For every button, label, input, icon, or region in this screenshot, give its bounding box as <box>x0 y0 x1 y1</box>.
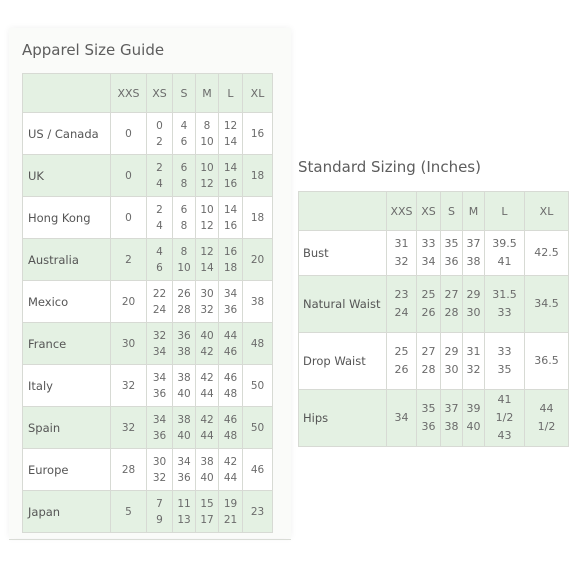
size-value: 2 <box>156 203 163 216</box>
size-value-cell <box>387 231 417 276</box>
size-value: 28 <box>421 363 436 376</box>
table-row <box>23 365 273 407</box>
size-value: 38 <box>177 413 191 426</box>
row-label: Drop Waist <box>299 333 387 390</box>
size-value: 6 <box>156 261 163 274</box>
size-value-cell <box>147 113 173 155</box>
size-header-cell: M <box>463 192 485 231</box>
size-value-cell <box>196 323 219 365</box>
size-value: 38 <box>250 295 265 308</box>
row-label: Hong Kong <box>23 197 111 239</box>
size-value-cell <box>243 281 273 323</box>
size-value: 7 <box>156 497 163 510</box>
size-value-cell <box>219 155 243 197</box>
size-value: 2 <box>156 161 163 174</box>
size-value-cell <box>111 491 147 533</box>
size-header-cell: S <box>441 192 463 231</box>
size-value-cell <box>111 365 147 407</box>
size-value: 34 <box>152 413 167 426</box>
size-value-cell <box>243 239 273 281</box>
size-value-cell <box>417 231 441 276</box>
size-value: 33 <box>497 345 512 358</box>
size-value-cell <box>173 449 196 491</box>
size-value: 2 <box>156 135 163 148</box>
size-value: 12 <box>223 119 238 132</box>
size-value-cell <box>243 155 273 197</box>
size-value: 31 <box>466 345 481 358</box>
size-value-cell <box>463 390 485 447</box>
size-header-cell: XXS <box>111 74 147 113</box>
size-value: 41 <box>497 255 512 268</box>
size-value: 34 <box>223 287 238 300</box>
table-header-row <box>299 192 569 231</box>
size-value: 34 <box>152 371 167 384</box>
size-value: 29 <box>466 288 481 301</box>
size-header-cell: XL <box>525 192 569 231</box>
size-value: 17 <box>200 513 214 526</box>
size-value: 43 <box>497 429 512 442</box>
row-label: Australia <box>23 239 111 281</box>
size-value: 30 <box>444 363 459 376</box>
size-value: 34.5 <box>534 297 559 310</box>
size-value: 18 <box>223 261 238 274</box>
size-value: 36 <box>421 420 436 433</box>
row-label: France <box>23 323 111 365</box>
size-value: 32 <box>121 379 136 392</box>
table-row <box>23 491 273 533</box>
size-value: 19 <box>223 497 238 510</box>
size-value: 44 <box>200 387 214 400</box>
size-value: 30 <box>121 337 136 350</box>
size-value: 31 <box>394 237 409 250</box>
size-value: 4 <box>156 245 163 258</box>
size-value-cell <box>417 333 441 390</box>
size-value: 26 <box>177 287 191 300</box>
size-value: 30 <box>152 455 167 468</box>
size-value: 35 <box>444 237 459 250</box>
size-value: 42 <box>223 455 238 468</box>
size-value-cell <box>441 276 463 333</box>
size-value: 5 <box>125 505 132 518</box>
size-value-cell <box>173 491 196 533</box>
size-value-cell <box>387 276 417 333</box>
size-value: 16 <box>223 219 238 232</box>
size-value: 18 <box>250 211 265 224</box>
size-value: 38 <box>466 255 481 268</box>
size-value-cell <box>196 281 219 323</box>
size-value-cell <box>463 276 485 333</box>
size-value: 11 <box>177 497 191 510</box>
size-value: 32 <box>466 363 481 376</box>
size-value-cell <box>147 239 173 281</box>
size-value: 30 <box>200 287 214 300</box>
size-value: 36 <box>444 255 459 268</box>
size-value-cell <box>196 407 219 449</box>
header-corner-cell <box>299 192 387 231</box>
size-value-cell <box>147 281 173 323</box>
size-value: 46 <box>223 371 238 384</box>
size-value-cell <box>219 365 243 407</box>
size-header-cell: XS <box>147 74 173 113</box>
size-value: 8 <box>203 119 211 132</box>
size-value: 38 <box>177 371 191 384</box>
size-value: 40 <box>200 471 214 484</box>
size-value-cell <box>243 365 273 407</box>
apparel-size-guide-title: Apparel Size Guide <box>22 41 165 59</box>
size-value: 46 <box>223 413 238 426</box>
table-header-row <box>23 74 273 113</box>
table-row <box>23 323 273 365</box>
size-value: 36 <box>177 329 191 342</box>
table-row <box>23 239 273 281</box>
size-value-cell <box>173 239 196 281</box>
size-value-cell <box>111 449 147 491</box>
table-row <box>23 113 273 155</box>
size-value: 20 <box>121 295 136 308</box>
size-value-cell <box>243 491 273 533</box>
size-value: 27 <box>421 345 436 358</box>
size-value: 24 <box>394 306 409 319</box>
size-value: 28 <box>177 303 191 316</box>
size-value: 40 <box>177 429 191 442</box>
size-value: 14 <box>223 135 238 148</box>
size-value-cell <box>417 390 441 447</box>
size-value: 42.5 <box>534 246 559 259</box>
size-value: 30 <box>466 306 481 319</box>
size-value: 40 <box>200 329 214 342</box>
size-value-cell <box>219 197 243 239</box>
size-value-cell <box>417 276 441 333</box>
size-value: 6 <box>180 203 188 216</box>
row-label: Japan <box>23 491 111 533</box>
size-value: 38 <box>177 345 191 358</box>
size-value: 38 <box>444 420 459 433</box>
size-value-cell <box>219 491 243 533</box>
size-value: 33 <box>497 306 512 319</box>
size-value: 12 <box>200 177 214 190</box>
size-value: 14 <box>200 261 214 274</box>
size-value-cell <box>147 365 173 407</box>
size-value: 36 <box>177 471 191 484</box>
size-value: 40 <box>177 387 191 400</box>
size-value-cell <box>196 239 219 281</box>
size-value: 46 <box>223 345 238 358</box>
size-value: 42 <box>200 371 214 384</box>
size-value: 14 <box>223 161 238 174</box>
size-value: 32 <box>394 255 409 268</box>
standard-sizing-title: Standard Sizing (Inches) <box>298 158 481 176</box>
size-value-cell <box>243 197 273 239</box>
row-label: Spain <box>23 407 111 449</box>
size-value-cell <box>111 239 147 281</box>
size-value-cell <box>485 390 525 447</box>
size-value: 10 <box>200 203 214 216</box>
size-value-cell <box>111 113 147 155</box>
size-value-cell <box>196 491 219 533</box>
size-value: 24 <box>152 303 167 316</box>
size-value: 4 <box>156 219 163 232</box>
table-row <box>299 333 569 390</box>
size-value-cell <box>196 197 219 239</box>
size-value-cell <box>173 323 196 365</box>
size-value: 26 <box>394 363 409 376</box>
row-label: Mexico <box>23 281 111 323</box>
size-value: 36 <box>152 387 167 400</box>
size-value: 4 <box>156 177 163 190</box>
size-value: 25 <box>421 288 436 301</box>
size-value: 22 <box>152 287 167 300</box>
size-value: 25 <box>394 345 409 358</box>
size-value-cell <box>485 333 525 390</box>
size-value: 39.5 <box>492 237 517 250</box>
size-value-cell <box>111 281 147 323</box>
table-row <box>23 449 273 491</box>
size-value-cell <box>219 323 243 365</box>
size-value: 20 <box>250 253 265 266</box>
size-value-cell <box>525 276 569 333</box>
size-value: 8 <box>180 177 188 190</box>
size-value: 12 <box>200 245 214 258</box>
size-value: 14 <box>223 203 238 216</box>
size-value: 33 <box>421 237 436 250</box>
size-header-cell: S <box>173 74 196 113</box>
apparel-size-table <box>22 73 273 533</box>
size-value: 15 <box>200 497 214 510</box>
size-value-cell <box>196 449 219 491</box>
size-value: 48 <box>250 337 265 350</box>
size-value: 32 <box>152 329 167 342</box>
size-value: 31.5 <box>492 288 517 301</box>
size-value: 32 <box>152 471 167 484</box>
size-value-cell <box>525 231 569 276</box>
size-value: 32 <box>200 303 214 316</box>
size-value: 29 <box>444 345 459 358</box>
size-value: 9 <box>156 513 163 526</box>
size-value: 0 <box>125 127 132 140</box>
size-value: 8 <box>180 245 188 258</box>
size-value: 42 <box>200 413 214 426</box>
size-value-cell <box>147 197 173 239</box>
size-value-cell <box>173 407 196 449</box>
size-value: 39 <box>466 402 481 415</box>
size-value-cell <box>111 197 147 239</box>
size-value-cell <box>147 449 173 491</box>
size-value-cell <box>463 231 485 276</box>
size-value-cell <box>111 323 147 365</box>
size-value: 32 <box>121 421 136 434</box>
size-value: 37 <box>466 237 481 250</box>
size-value: 1/2 <box>495 411 514 424</box>
size-value: 6 <box>180 135 188 148</box>
size-value: 34 <box>152 345 167 358</box>
size-value: 44 <box>223 471 238 484</box>
size-value-cell <box>173 197 196 239</box>
table-row <box>299 276 569 333</box>
row-label: Hips <box>299 390 387 447</box>
size-value: 0 <box>125 211 132 224</box>
size-value-cell <box>387 390 417 447</box>
row-label: Bust <box>299 231 387 276</box>
size-value: 42 <box>200 345 214 358</box>
size-value: 0 <box>156 119 163 132</box>
size-value-cell <box>111 407 147 449</box>
size-value-cell <box>173 155 196 197</box>
size-value-cell <box>196 365 219 407</box>
size-value-cell <box>441 333 463 390</box>
size-value: 44 <box>223 329 238 342</box>
size-value: 44 <box>200 429 214 442</box>
size-value: 26 <box>421 306 436 319</box>
size-value: 46 <box>250 463 265 476</box>
row-label: Italy <box>23 365 111 407</box>
row-label: UK <box>23 155 111 197</box>
size-value: 4 <box>180 119 188 132</box>
size-value-cell <box>219 281 243 323</box>
size-value-cell <box>243 323 273 365</box>
size-value: 48 <box>223 429 238 442</box>
size-value-cell <box>485 276 525 333</box>
size-value: 13 <box>177 513 191 526</box>
size-value: 36 <box>223 303 238 316</box>
size-value: 10 <box>200 161 214 174</box>
size-value: 34 <box>421 255 436 268</box>
size-value: 12 <box>200 219 214 232</box>
table-row <box>299 231 569 276</box>
size-value: 34 <box>394 411 409 424</box>
size-value: 48 <box>223 387 238 400</box>
size-value-cell <box>147 407 173 449</box>
header-corner-cell <box>23 74 111 113</box>
size-value-cell <box>387 333 417 390</box>
size-value: 28 <box>444 306 459 319</box>
size-value: 41 <box>497 393 512 406</box>
size-value-cell <box>219 113 243 155</box>
size-value-cell <box>196 113 219 155</box>
size-value: 37 <box>444 402 459 415</box>
size-header-cell: XL <box>243 74 273 113</box>
table-row <box>23 407 273 449</box>
size-value-cell <box>173 113 196 155</box>
size-value: 28 <box>121 463 136 476</box>
size-value-cell <box>441 390 463 447</box>
table-row <box>23 197 273 239</box>
size-value-cell <box>147 323 173 365</box>
size-value: 36 <box>152 429 167 442</box>
standard-sizing-table <box>298 191 569 447</box>
size-value: 40 <box>466 420 481 433</box>
table-row <box>23 155 273 197</box>
size-value: 23 <box>250 505 265 518</box>
row-label: US / Canada <box>23 113 111 155</box>
size-value: 38 <box>200 455 214 468</box>
size-value: 35 <box>421 402 436 415</box>
table-row <box>23 281 273 323</box>
size-value-cell <box>441 231 463 276</box>
size-value: 10 <box>177 261 191 274</box>
size-value-cell <box>219 407 243 449</box>
size-value-cell <box>219 239 243 281</box>
size-value: 44 <box>539 402 554 415</box>
size-value: 6 <box>180 161 188 174</box>
size-value-cell <box>196 155 219 197</box>
size-value: 1/2 <box>537 420 556 433</box>
size-value: 10 <box>200 135 214 148</box>
size-value-cell <box>525 333 569 390</box>
size-value-cell <box>243 113 273 155</box>
size-value: 50 <box>250 379 265 392</box>
panel-divider <box>9 539 291 540</box>
size-value: 16 <box>250 127 265 140</box>
size-value-cell <box>463 333 485 390</box>
size-value-cell <box>147 491 173 533</box>
row-label: Natural Waist <box>299 276 387 333</box>
size-header-cell: XXS <box>387 192 417 231</box>
size-value-cell <box>243 407 273 449</box>
size-header-cell: M <box>196 74 219 113</box>
size-header-cell: XS <box>417 192 441 231</box>
size-value: 16 <box>223 177 238 190</box>
size-value: 23 <box>394 288 409 301</box>
size-value: 18 <box>250 169 265 182</box>
size-value-cell <box>525 390 569 447</box>
size-value: 21 <box>223 513 238 526</box>
row-label: Europe <box>23 449 111 491</box>
size-value: 50 <box>250 421 265 434</box>
size-value: 0 <box>125 169 132 182</box>
size-value-cell <box>111 155 147 197</box>
size-value-cell <box>243 449 273 491</box>
size-value: 2 <box>125 253 132 266</box>
size-value: 36.5 <box>534 354 559 367</box>
size-value-cell <box>173 281 196 323</box>
size-value: 16 <box>223 245 238 258</box>
size-value: 27 <box>444 288 459 301</box>
size-value: 8 <box>180 219 188 232</box>
size-value: 34 <box>177 455 191 468</box>
size-value-cell <box>485 231 525 276</box>
size-value-cell <box>219 449 243 491</box>
size-header-cell: L <box>219 74 243 113</box>
size-value-cell <box>173 365 196 407</box>
table-row <box>299 390 569 447</box>
size-value: 35 <box>497 363 512 376</box>
size-value-cell <box>147 155 173 197</box>
size-header-cell: L <box>485 192 525 231</box>
